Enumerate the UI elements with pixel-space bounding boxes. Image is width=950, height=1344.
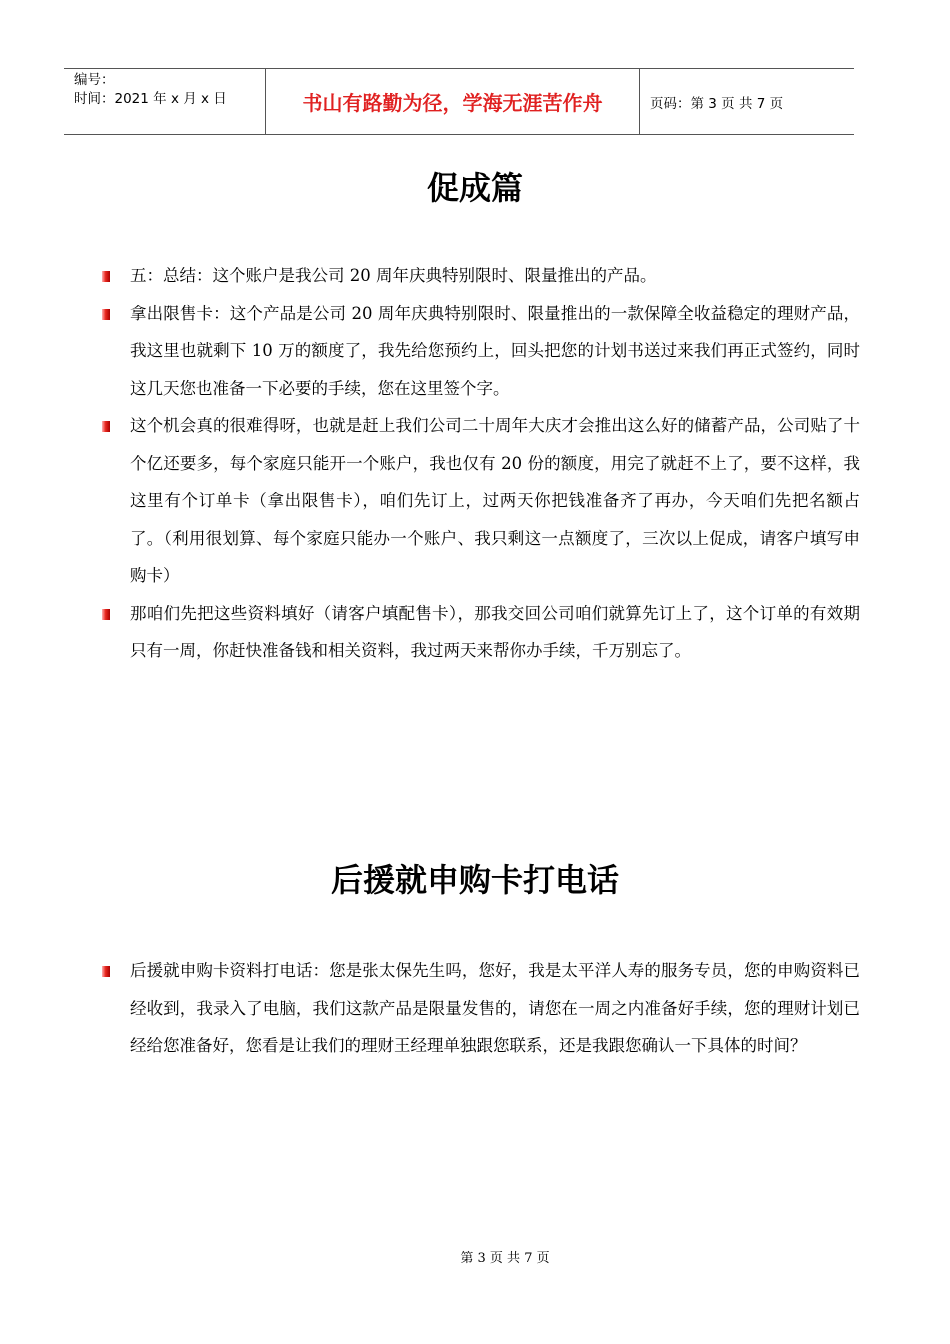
bullet-square-icon (102, 271, 110, 282)
list-item-text: 这个机会真的很难得呀，也就是赶上我们公司二十周年大庆才会推出这么好的储蓄产品，公司贴了十个亿还要多，每个家庭只能开一个账户，我也仅有 20 份的额度，用完了就赶不上了，要不这样，我这里有个订单卡（拿出限售卡），咱们先订上，过两天你把钱准备齐了再办，今天咱们先把名额占了。（利用很划算、每个家庭只能办一个账户、我只剩这一点额度了，三次以上促成，请客户填写申购卡） (130, 416, 860, 585)
followup-bullet-list (100, 952, 860, 1065)
header-motto: 书山有路勤为径，学海无涯苦作舟 (266, 69, 640, 134)
header-page-number: 页码：第 3 页 共 7 页 (650, 95, 784, 112)
page-header (64, 68, 854, 135)
list-item-text: 拿出限售卡：这个产品是公司 20 周年庆典特别限时、限量推出的一款保障全收益稳定的理财产品，我这里也就剩下 10 万的额度了，我先给您预约上，回头把您的计划书送过来我们再正式签约，同时这几天您也准备一下必要的手续，您在这里签个字。 (130, 303, 860, 398)
section-title-followup-call: 后援就申购卡打电话 (330, 861, 619, 899)
document-number-label: 编号： (74, 72, 115, 88)
header-meta (64, 69, 266, 134)
bullet-square-icon (102, 966, 110, 977)
bullet-square-icon (102, 309, 110, 320)
list-item-text: 后援就申购卡资料打电话：您是张太保先生吗，您好，我是太平洋人寿的服务专员，您的申购资料已经收到，我录入了电脑，我们这款产品是限量发售的，请您在一周之内准备好手续，您的理财计划已经给您准备好，您看是让我们的理财王经理单独跟您联系，还是我跟您确认一下具体的时间？ (130, 961, 860, 1055)
list-item (100, 595, 860, 670)
bullet-square-icon (102, 609, 110, 620)
document-time-label: 时间：2021 年 x 月 x 日 (74, 91, 227, 107)
section-title-closing: 促成篇 (426, 169, 523, 207)
list-item-text: 五：总结：这个账户是我公司 20 周年庆典特别限时、限量推出的产品。 (130, 266, 657, 285)
list-item (100, 257, 860, 295)
list-item (100, 295, 860, 408)
list-item (100, 952, 860, 1065)
list-item (100, 407, 860, 595)
page-footer: 第 3 页 共 7 页 (460, 1251, 550, 1266)
closing-bullet-list (100, 257, 860, 670)
bullet-square-icon (102, 421, 110, 432)
list-item-text: 那咱们先把这些资料填好（请客户填配售卡），那我交回公司咱们就算先订上了，这个订单的有效期只有一周，你赶快准备钱和相关资料，我过两天来帮你办手续，千万别忘了。 (130, 603, 860, 660)
